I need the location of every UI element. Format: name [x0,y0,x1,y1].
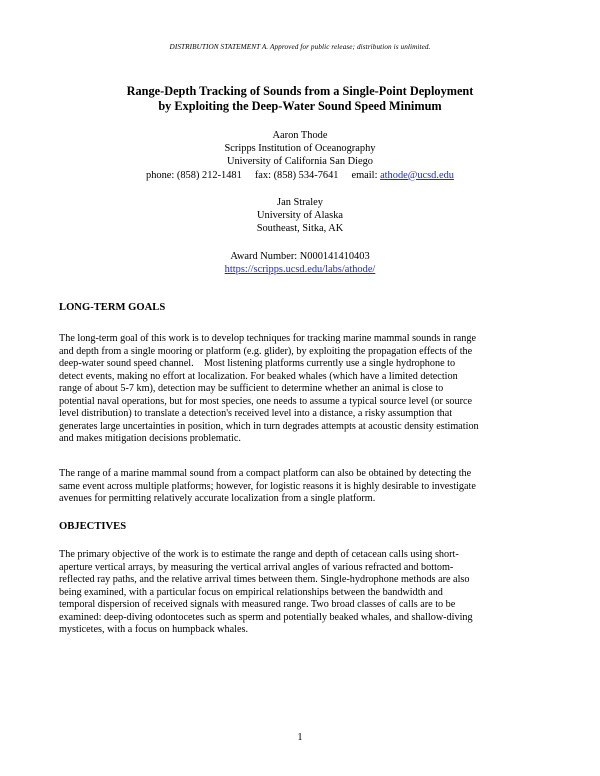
text-line: and makes mitigation decisions problematic. [59,433,241,445]
paper-title [40,84,560,114]
page-number: 1 [297,732,303,743]
goals-paragraph-1 [59,333,549,446]
text-line: The primary objective of the work is to estimate the range and depth of cetacean calls using short- [59,549,459,560]
text-line: and depth from a single mooring or platform (e.g. glider), by exploiting the propagation effects of the [59,345,473,357]
text-line: generates large uncertainties in position, which in turn degrades attempts at acoustic density estimation [59,420,479,432]
author-location: Southeast, Sitka, AK [256,223,344,235]
lab-url-link[interactable]: https://scripps.ucsd.edu/labs/athode/ [224,264,376,276]
author-university: University of Alaska [257,210,343,222]
objectives-paragraph [59,549,549,637]
author-name: Aaron Thode [272,130,328,141]
author-institution: Scripps Institution of Oceanography [224,143,376,155]
text-line: level distribution) to translate a detection's received level into a distance, a risky assumption that [59,408,453,420]
distribution-statement: DISTRIBUTION STATEMENT A. Approved for public release; distribution is unlimited. [169,43,431,51]
text-line: being examined, with a particular focus on empirical relationships between the bandwidth and [59,586,443,598]
section-heading-long-term-goals: LONG-TERM GOALS [59,302,166,313]
contact-phone-fax: phone: (858) 212-1481 fax: (858) 534-7641 email: [146,169,381,181]
text-line: temporal dispersion of received signals with measured range. Two broad classes of calls are to be [59,599,456,611]
author-block-2 [0,196,600,236]
section-heading-objectives: OBJECTIVES [59,521,127,532]
text-line: mysticetes, with a focus on humpback whales. [59,624,248,636]
author-name: Jan Straley [277,197,323,208]
email-link[interactable]: athode@ucsd.edu [380,169,454,181]
award-block [0,250,600,276]
text-line: detect events, making no effort at localization. For beaked whales (which have a limited detection [59,370,458,382]
text-line: The long-term goal of this work is to develop techniques for tracking marine mammal sounds in range [59,333,477,344]
text-line: examined: deep-diving odontocetes such as sperm and potentially beaked whales, and shallow-diving [59,611,473,623]
text-line: same event across multiple platforms; however, for logistic reasons it is highly desirable to investigate [59,480,476,492]
award-number: Award Number: N000141410403 [230,251,370,262]
text-line: deep-water sound speed channel. Most listening platforms currently use a single hydrophone to [59,358,456,370]
title-line-2: by Exploiting the Deep-Water Sound Speed Minimum [158,99,442,113]
author-contact-line [0,169,600,182]
text-line: avenues for permitting relatively accurate localization from a single platform. [59,493,376,505]
text-line: aperture vertical arrays, by measuring the vertical arrival angles of various refracted and bottom- [59,561,454,573]
text-line: The range of a marine mammal sound from a compact platform can also be obtained by detecting the [59,468,472,479]
text-line: reflected ray paths, and the relative arrival times between them. Single-hydrophone methods are also [59,574,470,586]
author-block-1 [0,129,600,182]
author-university: University of California San Diego [226,156,374,168]
text-line: potential naval operations, but for most species, one needs to assume a typical source level (or source [59,395,473,407]
text-line: range of about 5-7 km), detection may be sufficient to determine whether an animal is close to [59,383,444,395]
goals-paragraph-2 [59,468,549,506]
title-line-1: Range-Depth Tracking of Sounds from a Single-Point Deployment [126,84,474,98]
